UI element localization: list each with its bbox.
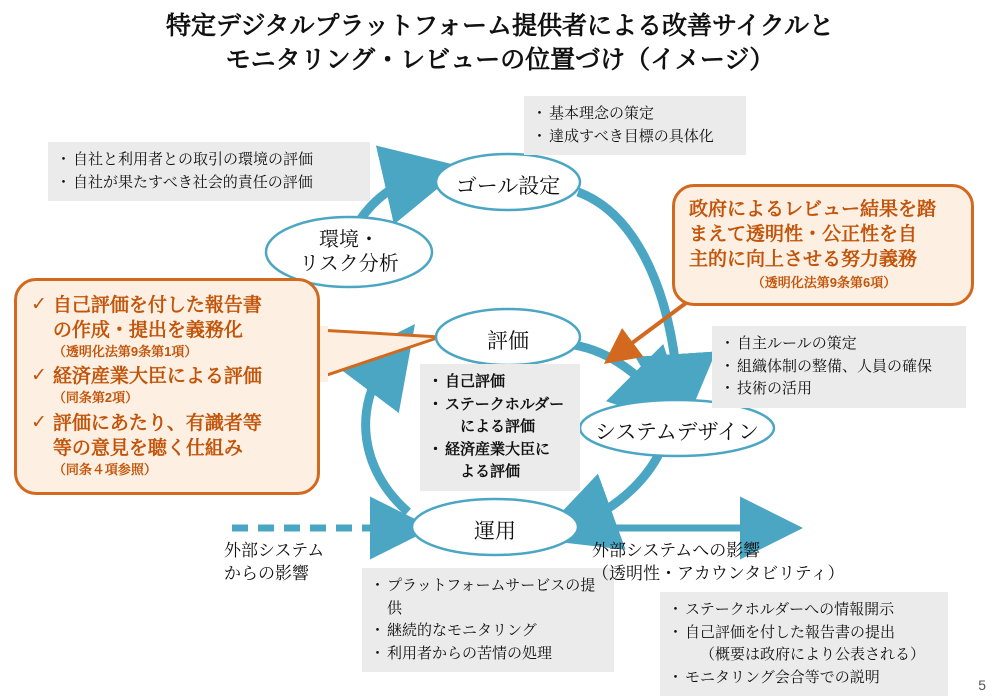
orange-left-item3-note: （同条４項参照） bbox=[52, 461, 157, 477]
check-icon-3: ✓ bbox=[31, 411, 47, 433]
label-external-in-line1: 外部システム bbox=[224, 541, 325, 560]
callout-evaluation-item-2: による評価 bbox=[460, 418, 536, 435]
orange-left-item3-line1: 評価にあたり、有識者等 bbox=[52, 412, 262, 434]
callout-environment-item-1: ・ 自社が果たすべき社会的責任の評価 bbox=[58, 172, 360, 195]
callout-bottom-right-item-2: （概要は政府により公表される） bbox=[700, 646, 926, 663]
orange-right-note: （透明化法第9条第6項） bbox=[751, 275, 897, 291]
orange-left-item1-note: （透明化法第9条第1項） bbox=[52, 344, 198, 360]
callout-evaluation-item-1: ・ ステークホルダー bbox=[430, 394, 570, 417]
callout-evaluation bbox=[420, 364, 580, 491]
callout-operation-item-0: ・ プラットフォームサービスの提供 bbox=[372, 575, 604, 620]
orange-right-line1: 政府によるレビュー結果を踏 bbox=[689, 199, 937, 220]
callout-bottom-right-item-3: ・ モニタリング会合等での説明 bbox=[670, 667, 938, 690]
orange-left-item3-line2: 等の意見を聴く仕組み bbox=[52, 437, 243, 459]
node-label-goal: ゴール設定 bbox=[455, 175, 561, 198]
callout-system-design-item-2: ・ 技術の活用 bbox=[722, 378, 956, 401]
callout-system-design-item-1: ・ 組織体制の整備、人員の確保 bbox=[722, 356, 956, 379]
orange-callout-right bbox=[672, 184, 974, 306]
label-external-in bbox=[224, 540, 374, 586]
arrow-systemdesign-to-operation bbox=[578, 452, 660, 524]
label-external-out-line1: 外部システムへの影響 bbox=[592, 541, 761, 560]
callout-bottom-right-item-1: ・ 自己評価を付した報告書の提出 bbox=[670, 622, 938, 645]
callout-environment bbox=[48, 142, 370, 201]
callout-goal bbox=[524, 96, 746, 155]
page-number: 5 bbox=[978, 677, 986, 693]
callout-operation bbox=[362, 568, 614, 672]
callout-operation-item-2: ・ 利用者からの苦情の処理 bbox=[372, 643, 604, 666]
orange-right-line3: 主的に向上させる努力義務 bbox=[689, 249, 918, 271]
arrow-operation-to-evaluation bbox=[366, 360, 408, 512]
node-label-env-risk-line1: 環境・ bbox=[319, 229, 379, 251]
orange-left-item2-line1: 経済産業大臣による評価 bbox=[52, 366, 262, 388]
arrow-evaluation-to-systemdesign bbox=[574, 345, 660, 398]
callout-evaluation-item-4: よる評価 bbox=[460, 463, 521, 480]
callout-evaluation-item-3: ・ 経済産業大臣に bbox=[430, 439, 570, 462]
callout-system-design-item-0: ・ 自主ルールの策定 bbox=[722, 333, 956, 356]
callout-system-design bbox=[712, 326, 966, 408]
callout-bottom-right-item-0: ・ ステークホルダーへの情報開示 bbox=[670, 599, 938, 622]
title-line-1: 特定デジタルプラットフォーム提供者による改善サイクルと bbox=[165, 12, 834, 40]
orange-left-item2-note: （同条第2項） bbox=[52, 390, 139, 406]
callout-goal-item-1: ・ 達成すべき目標の具体化 bbox=[534, 126, 736, 149]
node-label-operation: 運用 bbox=[474, 520, 516, 543]
arrow-orange-right bbox=[620, 300, 690, 352]
node-label-env-risk-line2: リスク分析 bbox=[299, 253, 399, 275]
label-external-out-line2: （透明性・アカウンタビリティ） bbox=[592, 563, 845, 583]
orange-right-line2: まえて透明性・公正性を自 bbox=[689, 224, 918, 246]
callout-goal-item-0: ・ 基本理念の策定 bbox=[534, 103, 736, 126]
callout-operation-item-1: ・ 継続的なモニタリング bbox=[372, 620, 604, 643]
orange-callout-left bbox=[14, 278, 320, 495]
orange-left-item1-line2: の作成・提出を義務化 bbox=[52, 320, 243, 342]
callout-environment-item-0: ・ 自社と利用者との取引の環境の評価 bbox=[58, 149, 360, 172]
node-label-evaluation: 評価 bbox=[487, 330, 529, 353]
check-icon-1: ✓ bbox=[31, 294, 47, 315]
callout-evaluation-item-0: ・ 自己評価 bbox=[430, 371, 570, 394]
check-icon-2: ✓ bbox=[31, 365, 47, 387]
node-label-env-risk bbox=[266, 228, 432, 276]
label-external-out bbox=[592, 540, 922, 586]
callout-bottom-right bbox=[660, 592, 948, 696]
node-label-system-design: システムデザイン bbox=[594, 421, 759, 444]
arrow-goal-to-systemdesign bbox=[578, 192, 678, 390]
label-external-in-line2: からの影響 bbox=[224, 563, 309, 583]
title-line-2: モニタリング・レビューの位置づけ（イメージ） bbox=[225, 45, 775, 74]
orange-left-item1-line1: 自己評価を付した報告書 bbox=[52, 295, 262, 316]
